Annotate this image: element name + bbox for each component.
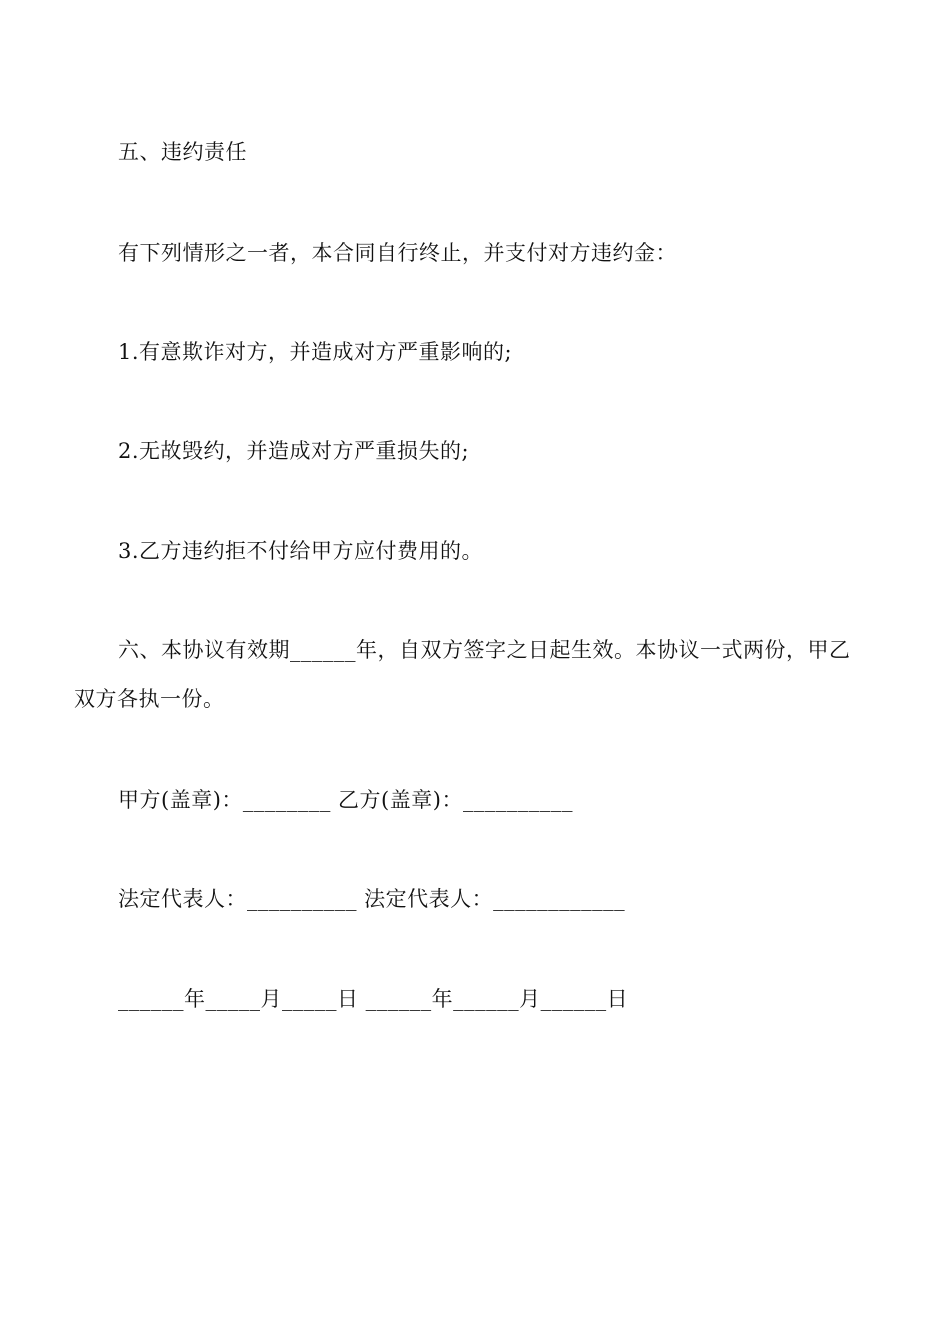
- date-line: ______年_____月_____日 ______年______月______日: [118, 987, 629, 1011]
- section-5-heading: 五、违约责任: [118, 140, 247, 164]
- breach-item-2: 2.无故毁约，并造成对方严重损失的;: [118, 439, 470, 463]
- breach-item-1: 1.有意欺诈对方，并造成对方严重影响的;: [118, 340, 513, 364]
- section-6-line-2: 双方各执一份。: [74, 687, 225, 711]
- seal-signature-line: 甲方(盖章)：________ 乙方(盖章)：__________: [118, 788, 573, 812]
- legal-representative-line: 法定代表人：__________ 法定代表人：____________: [118, 887, 626, 911]
- breach-item-3: 3.乙方违约拒不付给甲方应付费用的。: [118, 539, 484, 563]
- section-6-line-1: 六、本协议有效期______年，自双方签字之日起生效。本协议一式两份，甲乙: [118, 638, 851, 662]
- section-5-intro: 有下列情形之一者，本合同自行终止，并支付对方违约金：: [118, 241, 677, 265]
